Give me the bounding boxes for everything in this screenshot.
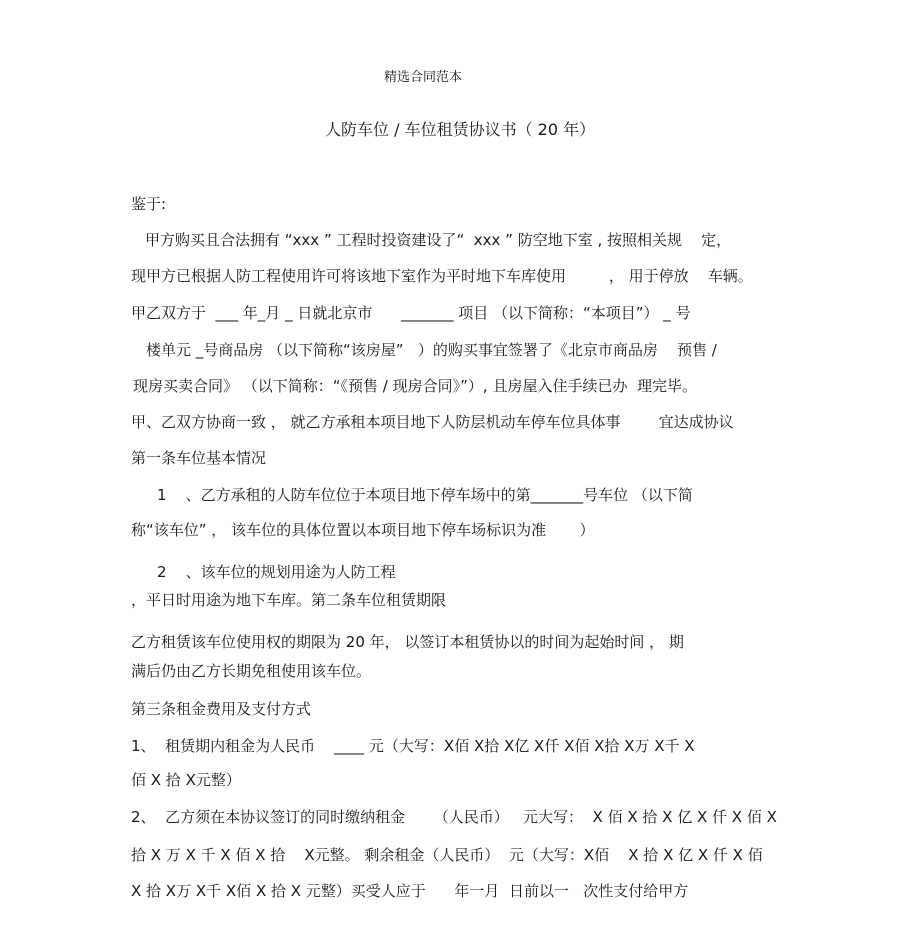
- section-heading: 第三条租金费用及支付方式: [131, 700, 312, 718]
- body-line: 2 、该车位的规划用途为人防工程: [157, 563, 396, 581]
- body-line: 1、 租赁期内租金为人民币 ____ 元（大写：X佰 X拾 X亿 X仟 X佰 X拾 X万 X千 X: [131, 737, 695, 755]
- body-line: 2、 乙方须在本协议签订的同时缴纳租金 （人民币） 元大写： X 佰 X 拾 X 亿 X 仟 X 佰 X: [131, 808, 777, 826]
- body-line: 称“该车位” ， 该车位的具体位置以本项目地下停车场标识为准 ）: [131, 521, 595, 539]
- body-line: 现房买卖合同》 （以下简称：“《预售 / 现房合同》”）, 且房屋入住手续已办 理完毕。: [133, 377, 697, 395]
- body-line: 楼单元 _号商品房 （以下简称“该房屋” ）的购买事宜签署了《北京市商品房 预售 /: [146, 341, 717, 359]
- section-heading: 第一条车位基本情况: [131, 449, 267, 467]
- body-line: 1 、乙方承租的人防车位位于本项目地下停车场中的第_______号车位 （以下简: [157, 486, 693, 504]
- page-header: 精选合同范本: [384, 70, 463, 85]
- body-line: 甲方购买且合法拥有 “xxx ” 工程时投资建设了“ xxx ” 防空地下室 , 按照相关规 定，: [145, 231, 732, 249]
- document-title: 人防车位 / 车位租赁协议书（ 20 年）: [325, 120, 596, 139]
- body-line: 甲乙双方于 ___ 年_月 _ 日就北京市 _______ 项目 （以下简称：“本项目”） _ 号: [131, 304, 691, 322]
- body-line: ，平日时用途为地下车库。第二条车位租赁期限: [131, 591, 447, 609]
- body-line: 拾 X 万 X 千 X 佰 X 拾 X元整。 剩余租金（人民币） 元（大写：X佰 X 拾 X 亿 X 仟 X 佰: [131, 846, 763, 864]
- body-line: 满后仍由乙方长期免租使用该车位。: [131, 662, 372, 680]
- body-line: 甲、乙双方协商一致 ， 就乙方承租本项目地下人防层机动车停车位具体事 宜达成协议: [131, 413, 734, 431]
- body-line: X 拾 X万 X千 X佰 X 拾 X 元整）买受人应于 年一月 日前以一 次性支付给甲方: [131, 882, 689, 900]
- body-line: 佰 X 拾 X元整）: [131, 771, 241, 789]
- body-line: 现甲方已根据人防工程使用许可将该地下室作为平时地下车库使用 ， 用于停放 车辆。: [131, 267, 753, 285]
- body-line: 鉴于:: [131, 195, 167, 213]
- body-line: 乙方租赁该车位使用权的期限为 20 年， 以签订本租赁协以的时间为起始时间 ， 期: [131, 633, 684, 651]
